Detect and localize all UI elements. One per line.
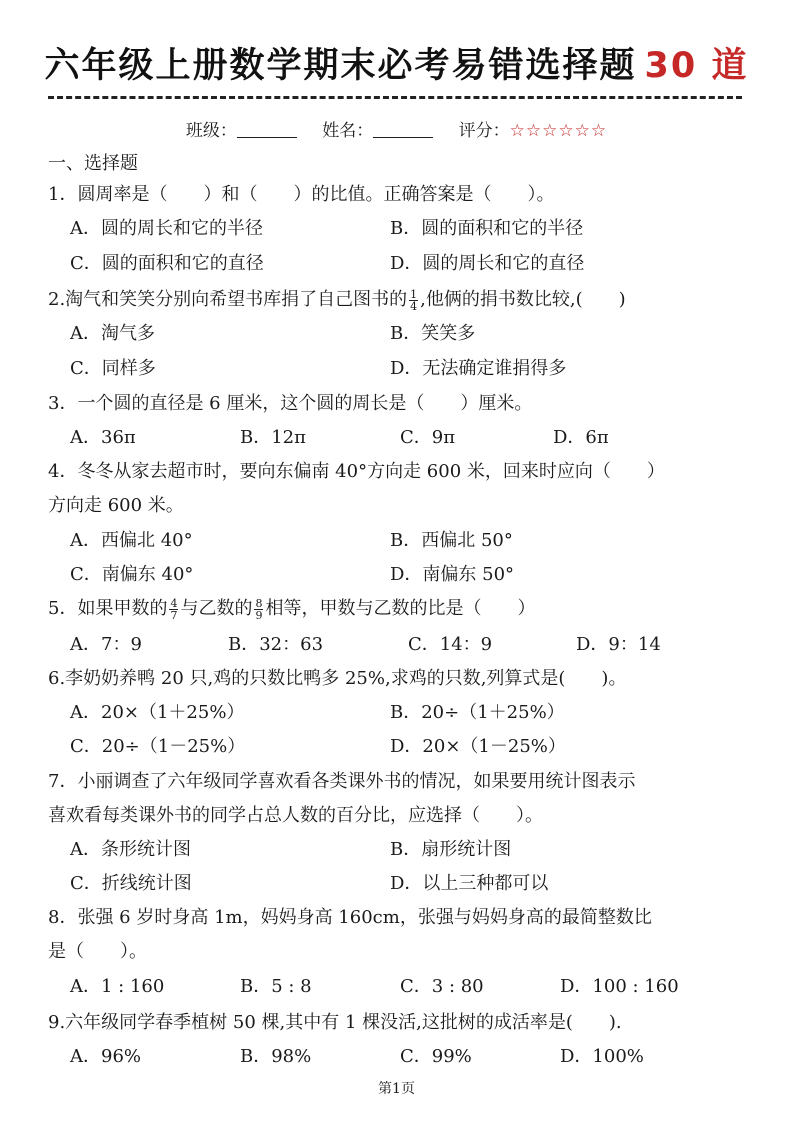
fraction-denominator: 9 bbox=[255, 608, 263, 622]
page-number: 第1页 bbox=[378, 1081, 415, 1097]
name-blank[interactable] bbox=[373, 121, 433, 138]
question-4-option-d[interactable]: D．南偏东 50° bbox=[390, 564, 515, 585]
question-6-option-d[interactable]: D．20×（1－25%） bbox=[390, 736, 566, 757]
question-2-option-a[interactable]: A．淘气多 bbox=[70, 323, 155, 344]
question-7-option-b[interactable]: B．扇形统计图 bbox=[390, 839, 512, 860]
question-8-option-d[interactable]: D．100 : 160 bbox=[560, 976, 679, 997]
question-1-option-d[interactable]: D．圆的周长和它的直径 bbox=[390, 253, 585, 274]
question-4-stem-line2: 方向走 600 米。 bbox=[48, 495, 184, 516]
question-3-stem: 3．一个圆的直径是 6 厘米，这个圆的周长是（ ）厘米。 bbox=[48, 393, 533, 414]
fraction-denominator: 4 bbox=[410, 299, 418, 313]
question-6-stem: 6.李奶奶养鸭 20 只,鸡的只数比鸭多 25%,求鸡的只数,列算式是( )。 bbox=[48, 668, 627, 689]
question-3-option-b[interactable]: B．12π bbox=[240, 427, 306, 448]
question-5-option-c[interactable]: C．14：9 bbox=[408, 634, 493, 655]
question-1-stem: 1．圆周率是（ ）和（ ）的比值。正确答案是（ ）。 bbox=[48, 184, 555, 205]
question-5-option-d[interactable]: D．9：14 bbox=[576, 634, 661, 655]
question-3-option-c[interactable]: C．9π bbox=[400, 427, 456, 448]
question-5-stem-part2: 与乙数的 bbox=[180, 598, 253, 619]
question-2-option-c[interactable]: C．同样多 bbox=[70, 358, 156, 379]
question-8-stem-line1: 8．张强 6 岁时身高 1m，妈妈身高 160cm，张强与妈妈身高的最简整数比 bbox=[48, 907, 652, 928]
class-label: 班级： bbox=[185, 121, 237, 141]
title-divider bbox=[48, 96, 742, 99]
page-title bbox=[0, 38, 793, 88]
score-label: 评分： bbox=[458, 121, 510, 141]
question-4-option-c[interactable]: C．南偏东 40° bbox=[70, 564, 194, 585]
question-2-option-d[interactable]: D．无法确定谁捐得多 bbox=[390, 358, 567, 379]
question-5-fraction-1 bbox=[169, 598, 178, 621]
question-6-option-c[interactable]: C．20÷（1－25%） bbox=[70, 736, 246, 757]
question-1-option-a[interactable]: A．圆的周长和它的半径 bbox=[70, 218, 263, 239]
question-2-stem-pre: 2.淘气和笑笑分别向希望书库捐了自己图书的 bbox=[48, 289, 408, 310]
question-9-option-c[interactable]: C．99% bbox=[400, 1046, 472, 1067]
question-4-option-b[interactable]: B．西偏北 50° bbox=[390, 530, 513, 551]
question-9-stem: 9.六年级同学春季植树 50 棵,其中有 1 棵没活,这批树的成活率是( ). bbox=[48, 1012, 622, 1033]
question-8-option-c[interactable]: C．3 : 80 bbox=[400, 976, 484, 997]
question-5-stem bbox=[48, 594, 535, 621]
question-1-option-b[interactable]: B．圆的面积和它的半径 bbox=[390, 218, 584, 239]
question-6-option-b[interactable]: B．20÷（1＋25%） bbox=[390, 702, 565, 723]
question-2-stem bbox=[48, 285, 626, 312]
question-5-option-a[interactable]: A．7：9 bbox=[70, 634, 142, 655]
question-8-stem-line2: 是（ ）。 bbox=[48, 941, 147, 962]
question-3-option-d[interactable]: D．6π bbox=[553, 427, 609, 448]
question-4-option-a[interactable]: A．西偏北 40° bbox=[70, 530, 193, 551]
question-2-stem-post: ,他俩的捐书数比较,( ) bbox=[420, 289, 626, 310]
question-7-stem-line1: 7．小丽调查了六年级同学喜欢看各类课外书的情况，如果要用统计图表示 bbox=[48, 771, 636, 792]
question-5-fraction-2 bbox=[254, 598, 263, 621]
name-label: 姓名： bbox=[322, 121, 374, 141]
question-3-option-a[interactable]: A．36π bbox=[70, 427, 136, 448]
question-9-option-d[interactable]: D．100% bbox=[560, 1046, 644, 1067]
score-stars-icon: ☆☆☆☆☆☆ bbox=[509, 121, 608, 141]
fraction-denominator: 7 bbox=[170, 608, 178, 622]
question-5-option-b[interactable]: B．32：63 bbox=[228, 634, 324, 655]
question-8-option-b[interactable]: B．5 : 8 bbox=[240, 976, 312, 997]
question-7-stem-line2: 喜欢看每类课外书的同学占总人数的百分比，应选择（ ）。 bbox=[48, 805, 543, 826]
question-9-option-a[interactable]: A．96% bbox=[70, 1046, 142, 1067]
question-1-option-c[interactable]: C．圆的面积和它的直径 bbox=[70, 253, 264, 274]
title-count: 30 道 bbox=[644, 46, 749, 86]
fraction-numerator: 1 bbox=[410, 287, 418, 301]
question-5-stem-part3: 相等，甲数与乙数的比是（ ） bbox=[265, 598, 536, 619]
question-2-option-b[interactable]: B．笑笑多 bbox=[390, 323, 476, 344]
question-7-option-d[interactable]: D．以上三种都可以 bbox=[390, 873, 549, 894]
title-main: 六年级上册数学期末必考易错选择题 bbox=[44, 46, 637, 86]
question-4-stem-line1: 4．冬冬从家去超市时，要向东偏南 40°方向走 600 米，回来时应向（ ） bbox=[48, 461, 665, 482]
question-5-stem-part1: 5．如果甲数的 bbox=[48, 598, 168, 619]
question-8-option-a[interactable]: A．1 : 160 bbox=[70, 976, 165, 997]
question-2-fraction bbox=[409, 289, 418, 312]
question-7-option-c[interactable]: C．折线统计图 bbox=[70, 873, 192, 894]
fraction-numerator: 4 bbox=[170, 596, 178, 610]
question-6-option-a[interactable]: A．20×（1＋25%） bbox=[70, 702, 245, 723]
question-7-option-a[interactable]: A．条形统计图 bbox=[70, 839, 191, 860]
class-blank[interactable] bbox=[237, 121, 297, 138]
question-9-option-b[interactable]: B．98% bbox=[240, 1046, 312, 1067]
info-header bbox=[0, 116, 793, 141]
fraction-numerator: 8 bbox=[255, 596, 263, 610]
section-heading: 一、选择题 bbox=[48, 153, 138, 174]
